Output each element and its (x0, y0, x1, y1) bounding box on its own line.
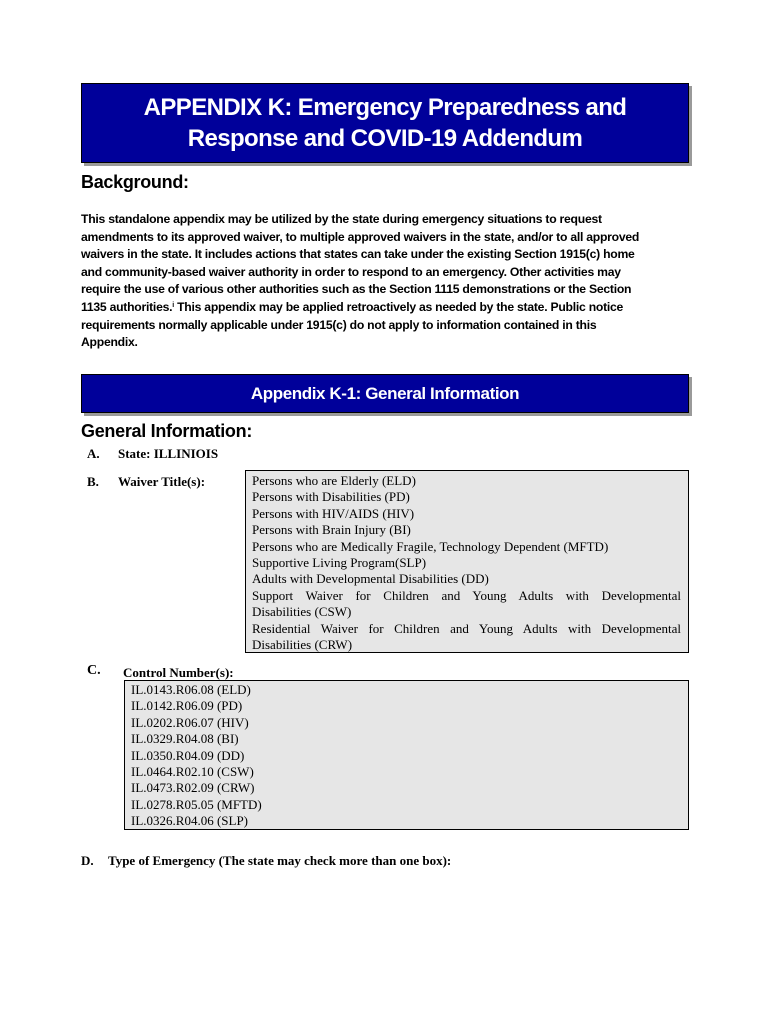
waiver-title-item: Support Waiver for Children and Young Adults with Developmental (252, 587, 681, 603)
k1-heading: Appendix K-1: General Information (250, 383, 520, 403)
background-line: and community-based waiver authority in order to respond to an emergency. Other activities may (81, 264, 621, 279)
item-c-letter: C. (87, 663, 101, 678)
waiver-title-item: Persons with Disabilities (PD) (252, 489, 410, 505)
item-d-letter: D. (81, 853, 94, 868)
general-information-heading: General Information: (81, 421, 253, 441)
control-numbers-box[interactable] (124, 680, 689, 830)
waiver-title-item: Persons who are Elderly (ELD) (252, 473, 416, 488)
background-line: amendments to its approved waiver, to multiple approved waivers in the state, and/or to all approved (81, 229, 640, 244)
background-heading: Background: (81, 172, 189, 192)
control-number-label: Control Number(s): (123, 665, 234, 680)
waiver-title-item: Adults with Developmental Disabilities (DD) (252, 571, 489, 587)
waiver-title-item: Residential Waiver for Children and Young Adults with Developmental (252, 620, 681, 636)
state-label: State: ILLINIOIS (118, 446, 219, 461)
waiver-title-item: Disabilities (CRW) (252, 637, 353, 653)
control-number-item: IL.0473.R02.09 (CRW) (131, 780, 255, 796)
control-number-item: IL.0143.R06.08 (ELD) (131, 682, 251, 697)
background-line-6 (81, 299, 681, 317)
waiver-title-label: Waiver Title(s): (118, 474, 206, 489)
control-number-item: IL.0329.R04.08 (BI) (131, 731, 239, 747)
waiver-title-item: Supportive Living Program(SLP) (252, 555, 427, 571)
control-number-item: IL.0278.R05.05 (MFTD) (131, 796, 262, 812)
background-line: waivers in the state. It includes actions that states can take under the existing Section 1915(c) home (81, 247, 635, 262)
footnote-mark[interactable]: i (172, 301, 174, 309)
control-number-item: IL.0202.R06.07 (HIV) (131, 714, 249, 730)
title-line-2: Response and COVID-19 Addendum (187, 125, 583, 152)
waiver-titles-box[interactable] (245, 470, 689, 653)
background-paragraph (81, 211, 681, 352)
emergency-type-label: Type of Emergency (The state may check more than one box): (108, 853, 452, 868)
waiver-title-item: Disabilities (CSW) (252, 604, 352, 620)
appendix-title-banner (81, 83, 689, 163)
background-line: This standalone appendix may be utilized by the state during emergency situations to request (81, 212, 602, 226)
background-line: Appendix. (81, 335, 138, 350)
k1-section-banner (81, 374, 689, 413)
control-number-item: IL.0142.R06.09 (PD) (131, 698, 243, 714)
item-b-letter: B. (87, 474, 99, 489)
background-line: require the use of various other authorities such as the Section 1115 demonstrations or the Section (81, 282, 632, 297)
waiver-title-item: Persons with HIV/AIDS (HIV) (252, 505, 415, 521)
background-line: requirements normally applicable under 1915(c) do not apply to information contained in this (81, 317, 597, 332)
waiver-title-item: Persons who are Medically Fragile, Technology Dependent (MFTD) (252, 538, 609, 554)
background-line-6-end: This appendix may be applied retroactively as needed by the state. Public notice (173, 299, 624, 314)
waiver-title-item: Persons with Brain Injury (BI) (252, 522, 411, 538)
control-number-item: IL.0326.R04.06 (SLP) (131, 813, 248, 829)
background-line-6-start: 1135 authorities. (81, 299, 173, 314)
item-a-letter: A. (87, 446, 100, 461)
control-number-item: IL.0464.R02.10 (CSW) (131, 764, 254, 780)
control-number-item: IL.0350.R04.09 (DD) (131, 747, 245, 763)
title-line-1: APPENDIX K: Emergency Preparedness and (143, 94, 627, 121)
